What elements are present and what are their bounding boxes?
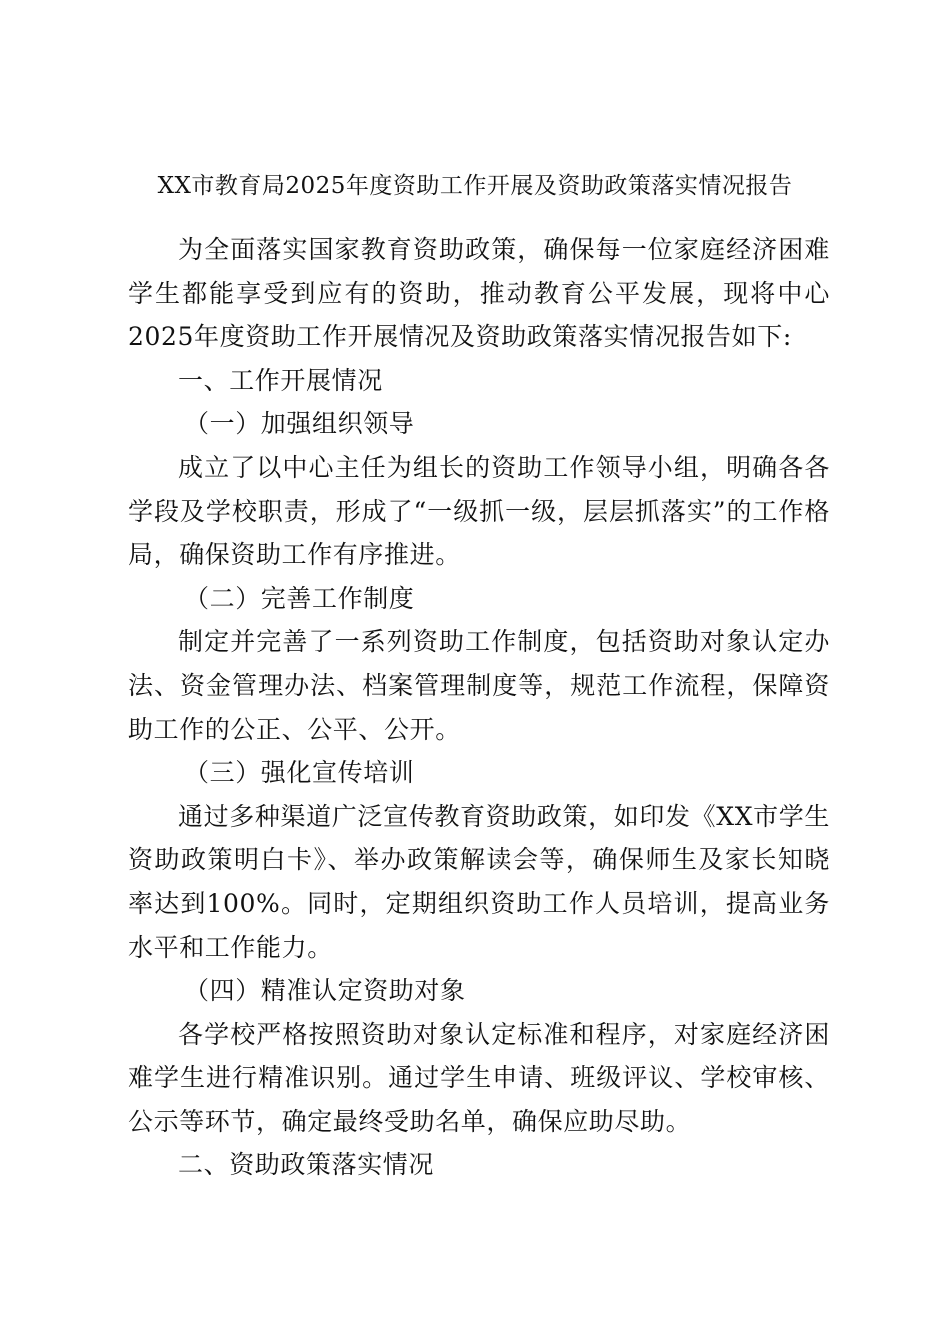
document-title: XX市教育局2025年度资助工作开展及资助政策落实情况报告 [157, 173, 793, 199]
subsection-heading-identification: （四）精准认定资助对象 [184, 976, 466, 1006]
paragraph-leadership: 成立了以中心主任为组长的资助工作领导小组，明确各各学段及学校职责，形成了“一级抓一级，层层抓落实”的工作格局，确保资助工作有序推进。 [128, 452, 830, 570]
paragraph-system: 制定并完善了一系列资助工作制度，包括资助对象认定办法、资金管理办法、档案管理制度等，规范工作流程，保障资助工作的公正、公平、公开。 [128, 627, 830, 744]
paragraph-identification: 各学校严格按照资助对象认定标准和程序，对家庭经济困难学生进行精准识别。通过学生申请、班级评议、学校审核、公示等环节，确定最终受助名单，确保应助尽助。 [128, 1019, 830, 1136]
subsection-heading-publicity: （三）强化宣传培训 [184, 758, 415, 788]
section-heading-work: 一、工作开展情况 [178, 365, 383, 395]
paragraph-publicity: 通过多种渠道广泛宣传教育资助政策，如印发《XX市学生资助政策明白卡》、举办政策解读会等，确保师生及家长知晓率达到100%。同时，定期组织资助工作人员培训，提高业务水平和工作能力。 [128, 801, 830, 962]
subsection-heading-system: （二）完善工作制度 [184, 583, 415, 613]
document-body [128, 228, 830, 1187]
section-heading-policy: 二、资助政策落实情况 [178, 1150, 435, 1180]
subsection-heading-leadership: （一）加强组织领导 [184, 409, 415, 439]
intro-paragraph: 为全面落实国家教育资助政策，确保每一位家庭经济困难学生都能享受到应有的资助，推动教育公平发展，现将中心2025年度资助工作开展情况及资助政策落实情况报告如下: [128, 235, 830, 352]
